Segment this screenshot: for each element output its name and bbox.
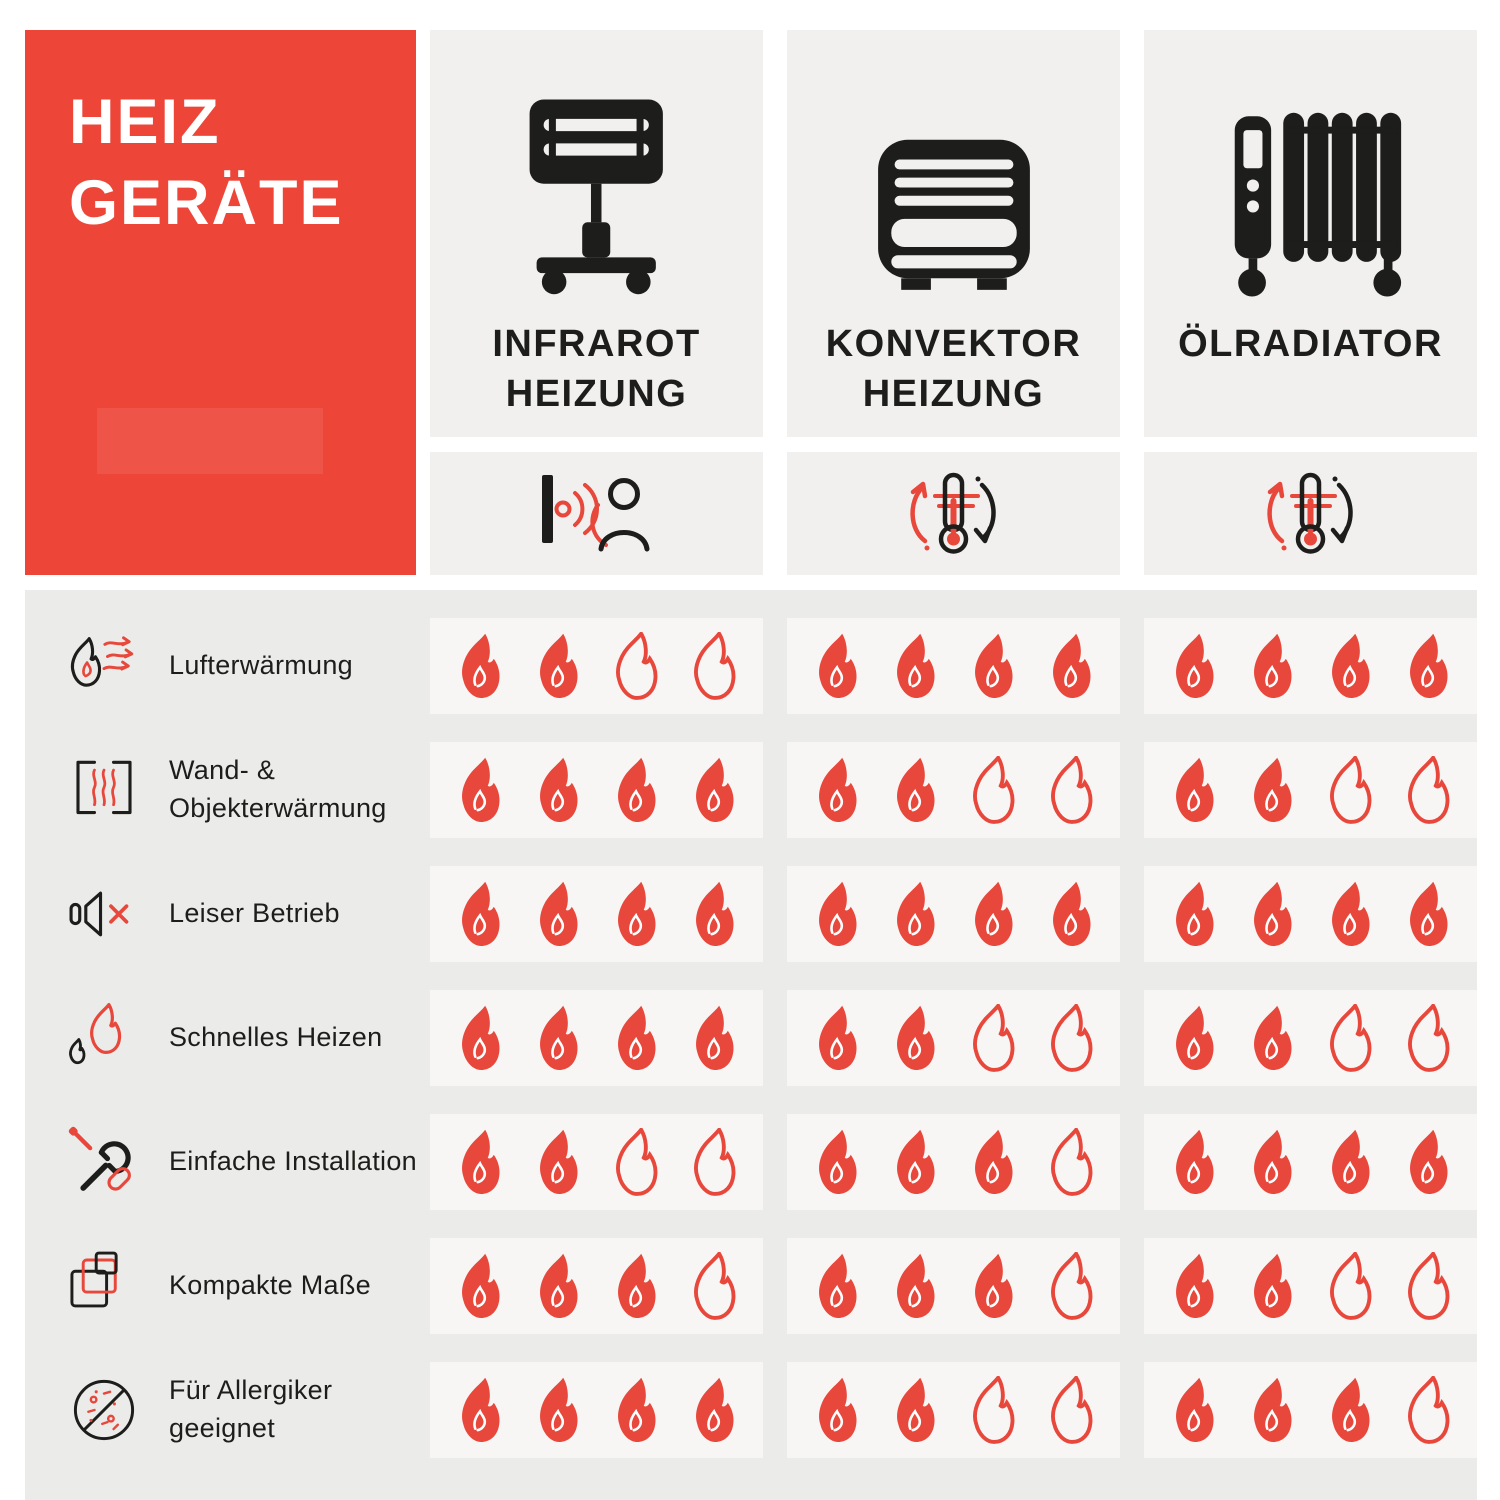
- flame-filled-icon: [967, 1128, 1019, 1197]
- flame-outline-icon: [1045, 1252, 1097, 1321]
- flame-outline-icon: [1045, 1128, 1097, 1197]
- rating-cell: [430, 866, 763, 962]
- flame-filled-icon: [688, 880, 740, 949]
- flame-filled-icon: [532, 1252, 584, 1321]
- flame-filled-icon: [1402, 880, 1454, 949]
- comparison-table: [25, 590, 1477, 1500]
- flame-outline-icon: [1324, 1252, 1376, 1321]
- column-header-konvektor: [787, 30, 1120, 437]
- flame-outline-icon: [1402, 756, 1454, 825]
- flame-filled-icon: [1045, 632, 1097, 701]
- flame-filled-icon: [1168, 880, 1220, 949]
- flame-filled-icon: [811, 1128, 863, 1197]
- flame-filled-icon: [1246, 1252, 1298, 1321]
- column-title: KONVEKTOR HEIZUNG: [825, 323, 1082, 416]
- flame-outline-icon: [1402, 1376, 1454, 1445]
- flame-outline-icon: [1402, 1252, 1454, 1321]
- rating-cell: [1144, 990, 1477, 1086]
- flame-filled-icon: [1168, 756, 1220, 825]
- flame-filled-icon: [1168, 632, 1220, 701]
- flame-outline-icon: [1324, 1004, 1376, 1073]
- rating-cell: [430, 742, 763, 838]
- air-circulation-thermometer-icon: [1246, 471, 1376, 557]
- flame-outline-icon: [1045, 756, 1097, 825]
- flame-outline-icon: [967, 1376, 1019, 1445]
- flame-filled-icon: [532, 632, 584, 701]
- flame-outline-icon: [1402, 1004, 1454, 1073]
- allergy-suitable-icon: [65, 1371, 143, 1449]
- flame-filled-icon: [610, 1252, 662, 1321]
- flame-filled-icon: [454, 632, 506, 701]
- flame-filled-icon: [811, 880, 863, 949]
- flame-filled-icon: [454, 756, 506, 825]
- rating-cell: [1144, 1114, 1477, 1210]
- flame-outline-icon: [610, 1128, 662, 1197]
- column-title: ÖLRADIATOR: [1178, 323, 1443, 365]
- infrared-heater-icon: [491, 82, 701, 310]
- flame-filled-icon: [454, 1128, 506, 1197]
- flame-outline-icon: [1045, 1004, 1097, 1073]
- feature-label-cell: [25, 1362, 406, 1458]
- rating-cell: [787, 866, 1120, 962]
- flame-filled-icon: [811, 632, 863, 701]
- flame-filled-icon: [811, 756, 863, 825]
- flame-filled-icon: [967, 1252, 1019, 1321]
- rating-cell: [1144, 866, 1477, 962]
- flame-filled-icon: [1246, 632, 1298, 701]
- mode-panel-konvektor: [787, 452, 1120, 575]
- flame-filled-icon: [1324, 1376, 1376, 1445]
- rating-cell: [430, 1362, 763, 1458]
- flame-filled-icon: [532, 880, 584, 949]
- rating-cell: [787, 1238, 1120, 1334]
- feature-label: Leiser Betrieb: [169, 898, 340, 929]
- flame-filled-icon: [1246, 1376, 1298, 1445]
- flame-filled-icon: [688, 1376, 740, 1445]
- flame-filled-icon: [532, 1128, 584, 1197]
- flame-filled-icon: [889, 1376, 941, 1445]
- flame-filled-icon: [532, 1004, 584, 1073]
- rating-cell: [787, 742, 1120, 838]
- feature-label: Für Allergiker geeignet: [169, 1375, 333, 1443]
- flame-filled-icon: [610, 1004, 662, 1073]
- flame-filled-icon: [688, 1004, 740, 1073]
- header: [0, 0, 1500, 575]
- flame-filled-icon: [889, 756, 941, 825]
- mode-panel-oelradiator: [1144, 452, 1477, 575]
- flame-filled-icon: [610, 1376, 662, 1445]
- flame-outline-icon: [967, 756, 1019, 825]
- feature-label-cell: [25, 742, 406, 838]
- column-header-infrarot: [430, 30, 763, 437]
- tools-installation-icon: [65, 1123, 143, 1201]
- flame-filled-icon: [610, 756, 662, 825]
- flame-filled-icon: [1324, 632, 1376, 701]
- column-header-oelradiator: [1144, 30, 1477, 437]
- feature-label: Lufterwärmung: [169, 650, 353, 681]
- flame-filled-icon: [889, 1128, 941, 1197]
- column-title: INFRAROT HEIZUNG: [492, 323, 701, 416]
- flame-outline-icon: [967, 1004, 1019, 1073]
- faded-logo-watermark: [97, 408, 323, 474]
- flame-filled-icon: [1324, 1128, 1376, 1197]
- flame-filled-icon: [454, 880, 506, 949]
- feature-label-cell: [25, 618, 406, 714]
- feature-label: Einfache Installation: [169, 1146, 417, 1177]
- feature-label-cell: [25, 1238, 406, 1334]
- flame-filled-icon: [811, 1004, 863, 1073]
- flame-filled-icon: [1168, 1376, 1220, 1445]
- compact-squares-icon: [65, 1247, 143, 1325]
- flame-outline-icon: [610, 632, 662, 701]
- flame-filled-icon: [889, 1004, 941, 1073]
- rating-cell: [1144, 618, 1477, 714]
- flame-filled-icon: [967, 632, 1019, 701]
- feature-label-cell: [25, 866, 406, 962]
- rating-cell: [1144, 1362, 1477, 1458]
- flame-outline-icon: [688, 632, 740, 701]
- flame-filled-icon: [889, 880, 941, 949]
- flame-filled-icon: [610, 880, 662, 949]
- rating-cell: [787, 990, 1120, 1086]
- feature-label-cell: [25, 1114, 417, 1210]
- title-block: [25, 30, 416, 575]
- flame-filled-icon: [454, 1376, 506, 1445]
- radiant-heat-to-person-icon: [532, 471, 662, 557]
- flame-filled-icon: [889, 632, 941, 701]
- flame-filled-icon: [1324, 880, 1376, 949]
- flame-airflow-icon: [65, 627, 143, 705]
- mode-panel-infrarot: [430, 452, 763, 575]
- flame-filled-icon: [1402, 1128, 1454, 1197]
- flame-filled-icon: [889, 1252, 941, 1321]
- flame-outline-icon: [688, 1128, 740, 1197]
- flame-filled-icon: [1246, 880, 1298, 949]
- rating-cell: [430, 618, 763, 714]
- flame-filled-icon: [1168, 1128, 1220, 1197]
- oil-radiator-icon: [1207, 92, 1415, 300]
- flame-filled-icon: [1402, 632, 1454, 701]
- rating-cell: [787, 618, 1120, 714]
- rating-cell: [1144, 1238, 1477, 1334]
- feature-label: Kompakte Maße: [169, 1270, 371, 1301]
- flame-filled-icon: [1168, 1004, 1220, 1073]
- page-title: HEIZ GERÄTE: [69, 87, 344, 238]
- rating-cell: [430, 1114, 763, 1210]
- flame-filled-icon: [688, 756, 740, 825]
- rating-cell: [787, 1114, 1120, 1210]
- flame-outline-icon: [688, 1252, 740, 1321]
- flame-filled-icon: [967, 880, 1019, 949]
- flame-filled-icon: [454, 1004, 506, 1073]
- flame-filled-icon: [1246, 756, 1298, 825]
- flame-filled-icon: [1168, 1252, 1220, 1321]
- flame-filled-icon: [811, 1376, 863, 1445]
- air-circulation-thermometer-icon: [889, 471, 1019, 557]
- rating-cell: [787, 1362, 1120, 1458]
- flame-filled-icon: [1246, 1128, 1298, 1197]
- flame-filled-icon: [532, 756, 584, 825]
- flame-outline-icon: [1324, 756, 1376, 825]
- feature-label: Wand- & Objekterwärmung: [169, 755, 387, 823]
- flame-filled-icon: [1246, 1004, 1298, 1073]
- flame-filled-icon: [454, 1252, 506, 1321]
- feature-label: Schnelles Heizen: [169, 1022, 383, 1053]
- flame-outline-icon: [1045, 1376, 1097, 1445]
- fast-heating-flame-icon: [65, 999, 143, 1077]
- rating-cell: [1144, 742, 1477, 838]
- rating-cell: [430, 1238, 763, 1334]
- flame-filled-icon: [811, 1252, 863, 1321]
- rating-cell: [430, 990, 763, 1086]
- wall-object-heat-icon: [65, 751, 143, 829]
- flame-filled-icon: [532, 1376, 584, 1445]
- convector-heater-icon: [855, 110, 1053, 308]
- flame-filled-icon: [1045, 880, 1097, 949]
- muted-speaker-icon: [65, 875, 143, 953]
- feature-label-cell: [25, 990, 406, 1086]
